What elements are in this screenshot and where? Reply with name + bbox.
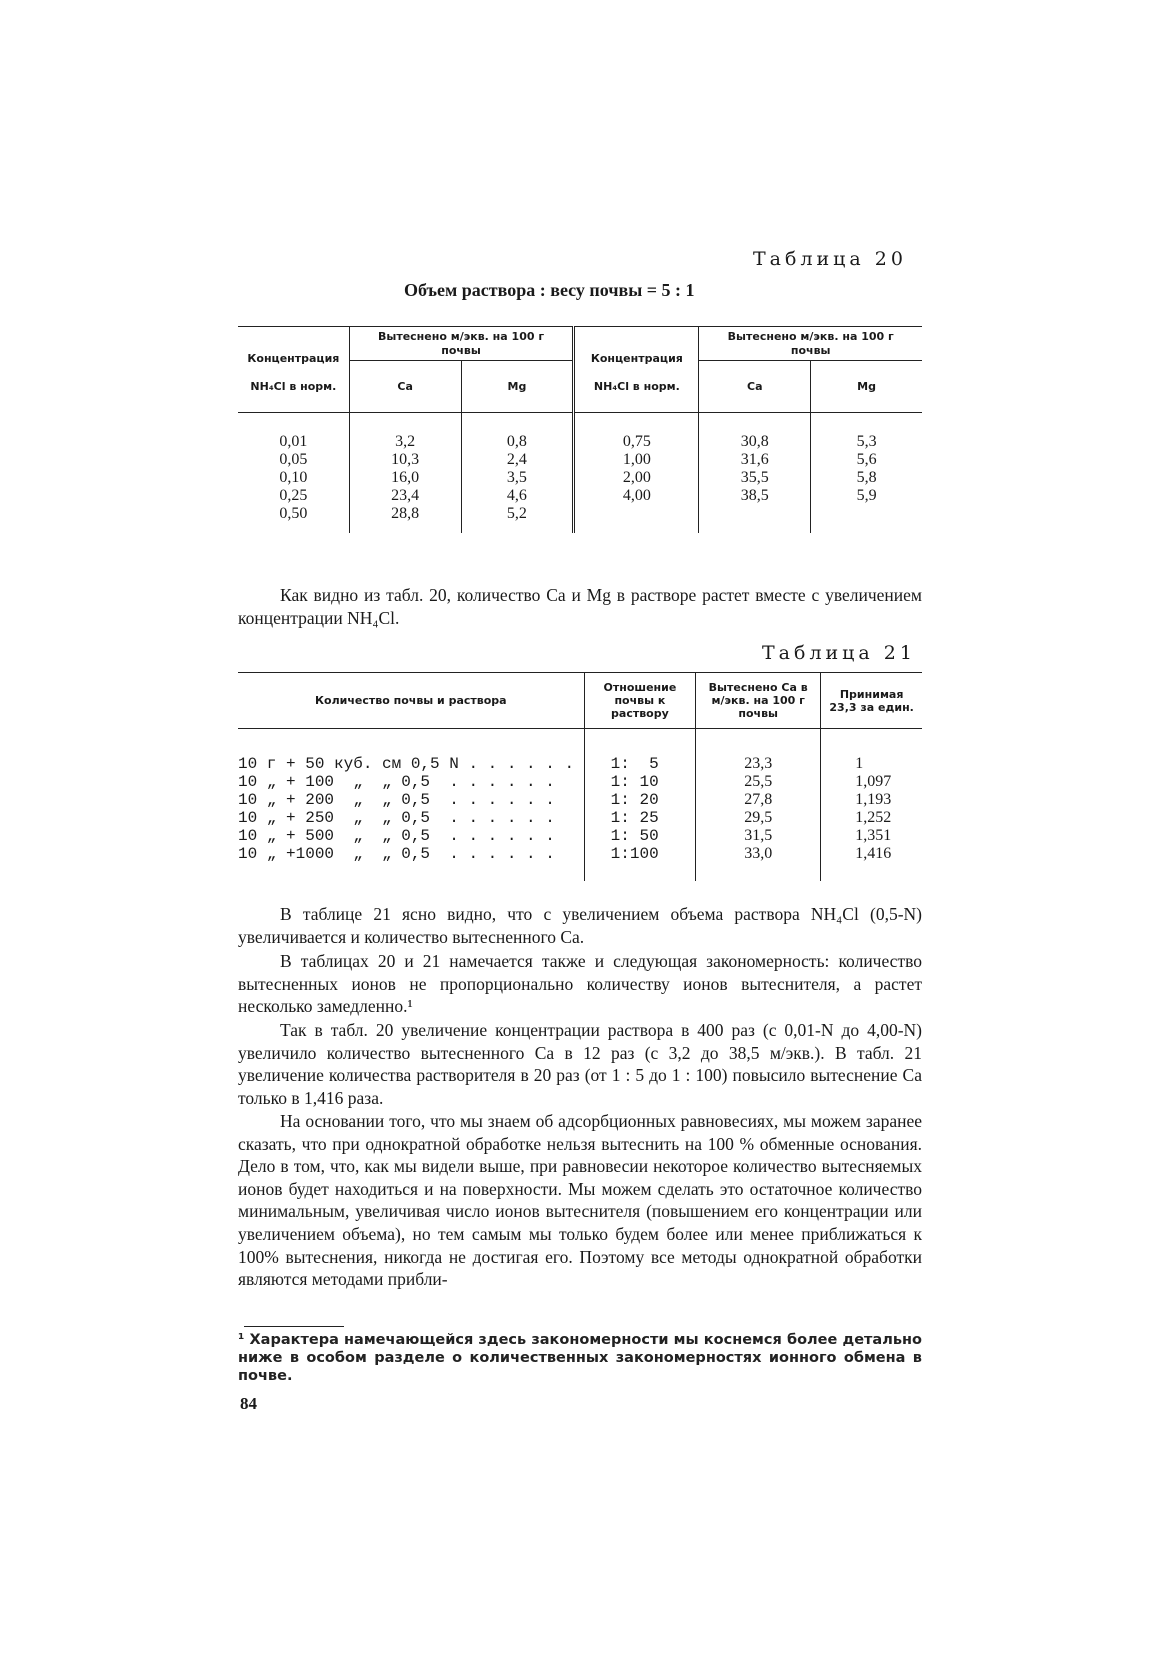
table-cell: 23,3 bbox=[696, 755, 821, 773]
table-cell: 4,6 bbox=[461, 487, 574, 505]
table-cell: 10 „ + 250 „ „ 0,5 . . . . . . bbox=[238, 808, 555, 827]
table20-header-concentration-right: Концентрация NH₄Cl в норм. bbox=[574, 327, 699, 413]
table-row bbox=[238, 505, 922, 523]
table-cell: 5,9 bbox=[811, 487, 922, 505]
table-cell: 10,3 bbox=[349, 451, 461, 469]
table-cell: 0,10 bbox=[279, 468, 308, 486]
table-cell: 10 „ + 100 „ „ 0,5 . . . . . . bbox=[238, 772, 555, 791]
table-cell: 1: 20 bbox=[584, 791, 695, 809]
table-cell: 27,8 bbox=[696, 791, 821, 809]
table-row bbox=[238, 433, 922, 451]
paragraph-5: На основании того, что мы знаем об адсорбционных равновесиях, мы можем заранее сказать, что при однократной обработке нельзя вытеснить на 100 % обменные основания. Дело в том, что, как мы видели выше, при равновесии некоторое количество вытесняемых ионов будет находиться и на поверхности. Мы можем сделать это остаточное количество минимальным, увеличивая число ионов вытеснителя (повышением его концентрации или увеличением объема), но тем самым мы только будем более или менее приближаться к 100% вытеснения, никогда не достигая его. Поэтому все методы однократной обработки являются методами прибли- bbox=[238, 1111, 922, 1290]
table21 bbox=[238, 672, 922, 881]
table-cell: 4,00 bbox=[574, 487, 699, 505]
table-cell: 16,0 bbox=[349, 469, 461, 487]
table-cell: 0,05 bbox=[279, 450, 308, 468]
table-cell: 1,252 bbox=[821, 809, 922, 827]
table-row bbox=[238, 791, 922, 809]
table20-subtitle: Объем раствора : весу почвы = 5 : 1 bbox=[404, 280, 695, 300]
table-cell: 10 „ + 200 „ „ 0,5 . . . . . . bbox=[238, 790, 555, 809]
table-cell: 1: 10 bbox=[584, 773, 695, 791]
table-cell bbox=[574, 505, 699, 523]
table-row bbox=[238, 469, 922, 487]
table20-header-mg-right: Mg bbox=[811, 361, 922, 413]
table-row bbox=[238, 755, 922, 773]
table20 bbox=[238, 326, 922, 533]
table-cell bbox=[699, 505, 811, 523]
table20-header-displaced-right: Вытеснено м/экв. на 100 г почвы bbox=[699, 327, 922, 361]
table-cell: 28,8 bbox=[349, 505, 461, 523]
footnote: ¹ Характера намечающейся здесь закономерности мы коснемся более детально ниже в особом разделе о количественных закономерностях ионного обмена в почве. bbox=[238, 1332, 922, 1384]
table-cell: 1,351 bbox=[821, 827, 922, 845]
table21-header-taken: Принимая 23,3 за един. bbox=[821, 673, 922, 729]
table20-header-ca-left: Ca bbox=[349, 361, 461, 413]
table21-caption: Таблица 21 bbox=[762, 642, 916, 664]
table-row bbox=[238, 809, 922, 827]
paragraph-1: Как видно из табл. 20, количество Ca и Mg в растворе растет вместе с увеличением концентрации NH₄Cl. bbox=[238, 585, 922, 628]
table-cell: 23,4 bbox=[349, 487, 461, 505]
table-cell: 1: 50 bbox=[584, 827, 695, 845]
table-cell: 5,2 bbox=[461, 505, 574, 523]
table-cell: 1,193 bbox=[821, 791, 922, 809]
table-cell: 10 „ +1000 „ „ 0,5 . . . . . . bbox=[238, 844, 555, 863]
table-cell: 0,01 bbox=[279, 432, 308, 450]
table-cell: 5,3 bbox=[811, 433, 922, 451]
page-number: 84 bbox=[240, 1394, 257, 1413]
table-cell: 0,75 bbox=[574, 433, 699, 451]
table-cell: 25,5 bbox=[696, 773, 821, 791]
table-cell: 33,0 bbox=[696, 845, 821, 863]
table-cell: 5,8 bbox=[811, 469, 922, 487]
table-cell: 1 bbox=[821, 755, 922, 773]
table-row bbox=[238, 451, 922, 469]
paragraph-4: Так в табл. 20 увеличение концентрации раствора в 400 раз (с 0,01-N до 4,00-N) увеличило количество вытесненного Ca в 12 раз (с 3,2 до 38,5 м/экв.). В табл. 21 увеличение количества растворителя в 20 раз (от 1 : 5 до 1 : 100) повысило вытеснение Ca только в 1,416 раза. bbox=[238, 1020, 922, 1108]
table-row bbox=[238, 827, 922, 845]
table-cell: 2,00 bbox=[574, 469, 699, 487]
table21-header-displaced: Вытеснено Ca в м/экв. на 100 г почвы bbox=[696, 673, 821, 729]
table20-caption: Таблица 20 bbox=[753, 248, 907, 270]
table-cell: 35,5 bbox=[699, 469, 811, 487]
table21-header-ratio: Отношение почвы к раствору bbox=[584, 673, 695, 729]
table-cell: 3,5 bbox=[461, 469, 574, 487]
table-cell bbox=[811, 505, 922, 523]
table-cell: 5,6 bbox=[811, 451, 922, 469]
footnote-rule bbox=[244, 1326, 344, 1327]
table-cell: 2,4 bbox=[461, 451, 574, 469]
table-cell: 1: 5 bbox=[584, 755, 695, 773]
table20-header-displaced-left: Вытеснено м/экв. на 100 г почвы bbox=[349, 327, 574, 361]
table-cell: 0,25 bbox=[279, 486, 308, 504]
table-cell: 1,416 bbox=[821, 845, 922, 863]
table-cell: 10 г + 50 куб. см 0,5 N . . . . . . bbox=[238, 754, 575, 773]
paragraph-2: В таблице 21 ясно видно, что с увеличением объема раствора NH₄Cl (0,5-N) увеличивается и количество вытесненного Ca. bbox=[238, 904, 922, 947]
table-cell: 1,00 bbox=[574, 451, 699, 469]
table-row bbox=[238, 845, 922, 863]
table-cell: 31,5 bbox=[696, 827, 821, 845]
table-cell: 29,5 bbox=[696, 809, 821, 827]
table-cell: 1:100 bbox=[584, 845, 695, 863]
table-cell: 0,50 bbox=[279, 504, 308, 522]
table-row bbox=[238, 773, 922, 791]
paragraph-3: В таблицах 20 и 21 намечается также и следующая закономерность: количество вытесненных ионов не пропорционально количеству ионов вытеснителя, а растет несколько замедленно.¹ bbox=[238, 951, 922, 1017]
table-cell: 1: 25 bbox=[584, 809, 695, 827]
table-row bbox=[238, 487, 922, 505]
table20-header-mg-left: Mg bbox=[461, 361, 574, 413]
table-cell: 10 „ + 500 „ „ 0,5 . . . . . . bbox=[238, 826, 555, 845]
table21-header-amount: Количество почвы и раствора bbox=[238, 673, 584, 729]
table20-header-concentration-left: Концентрация NH₄Cl в норм. bbox=[238, 327, 349, 413]
table20-header-ca-right: Ca bbox=[699, 361, 811, 413]
table-cell: 31,6 bbox=[699, 451, 811, 469]
table-cell: 38,5 bbox=[699, 487, 811, 505]
table-cell: 0,8 bbox=[461, 433, 574, 451]
table-cell: 3,2 bbox=[349, 433, 461, 451]
table-cell: 30,8 bbox=[699, 433, 811, 451]
table-cell: 1,097 bbox=[821, 773, 922, 791]
